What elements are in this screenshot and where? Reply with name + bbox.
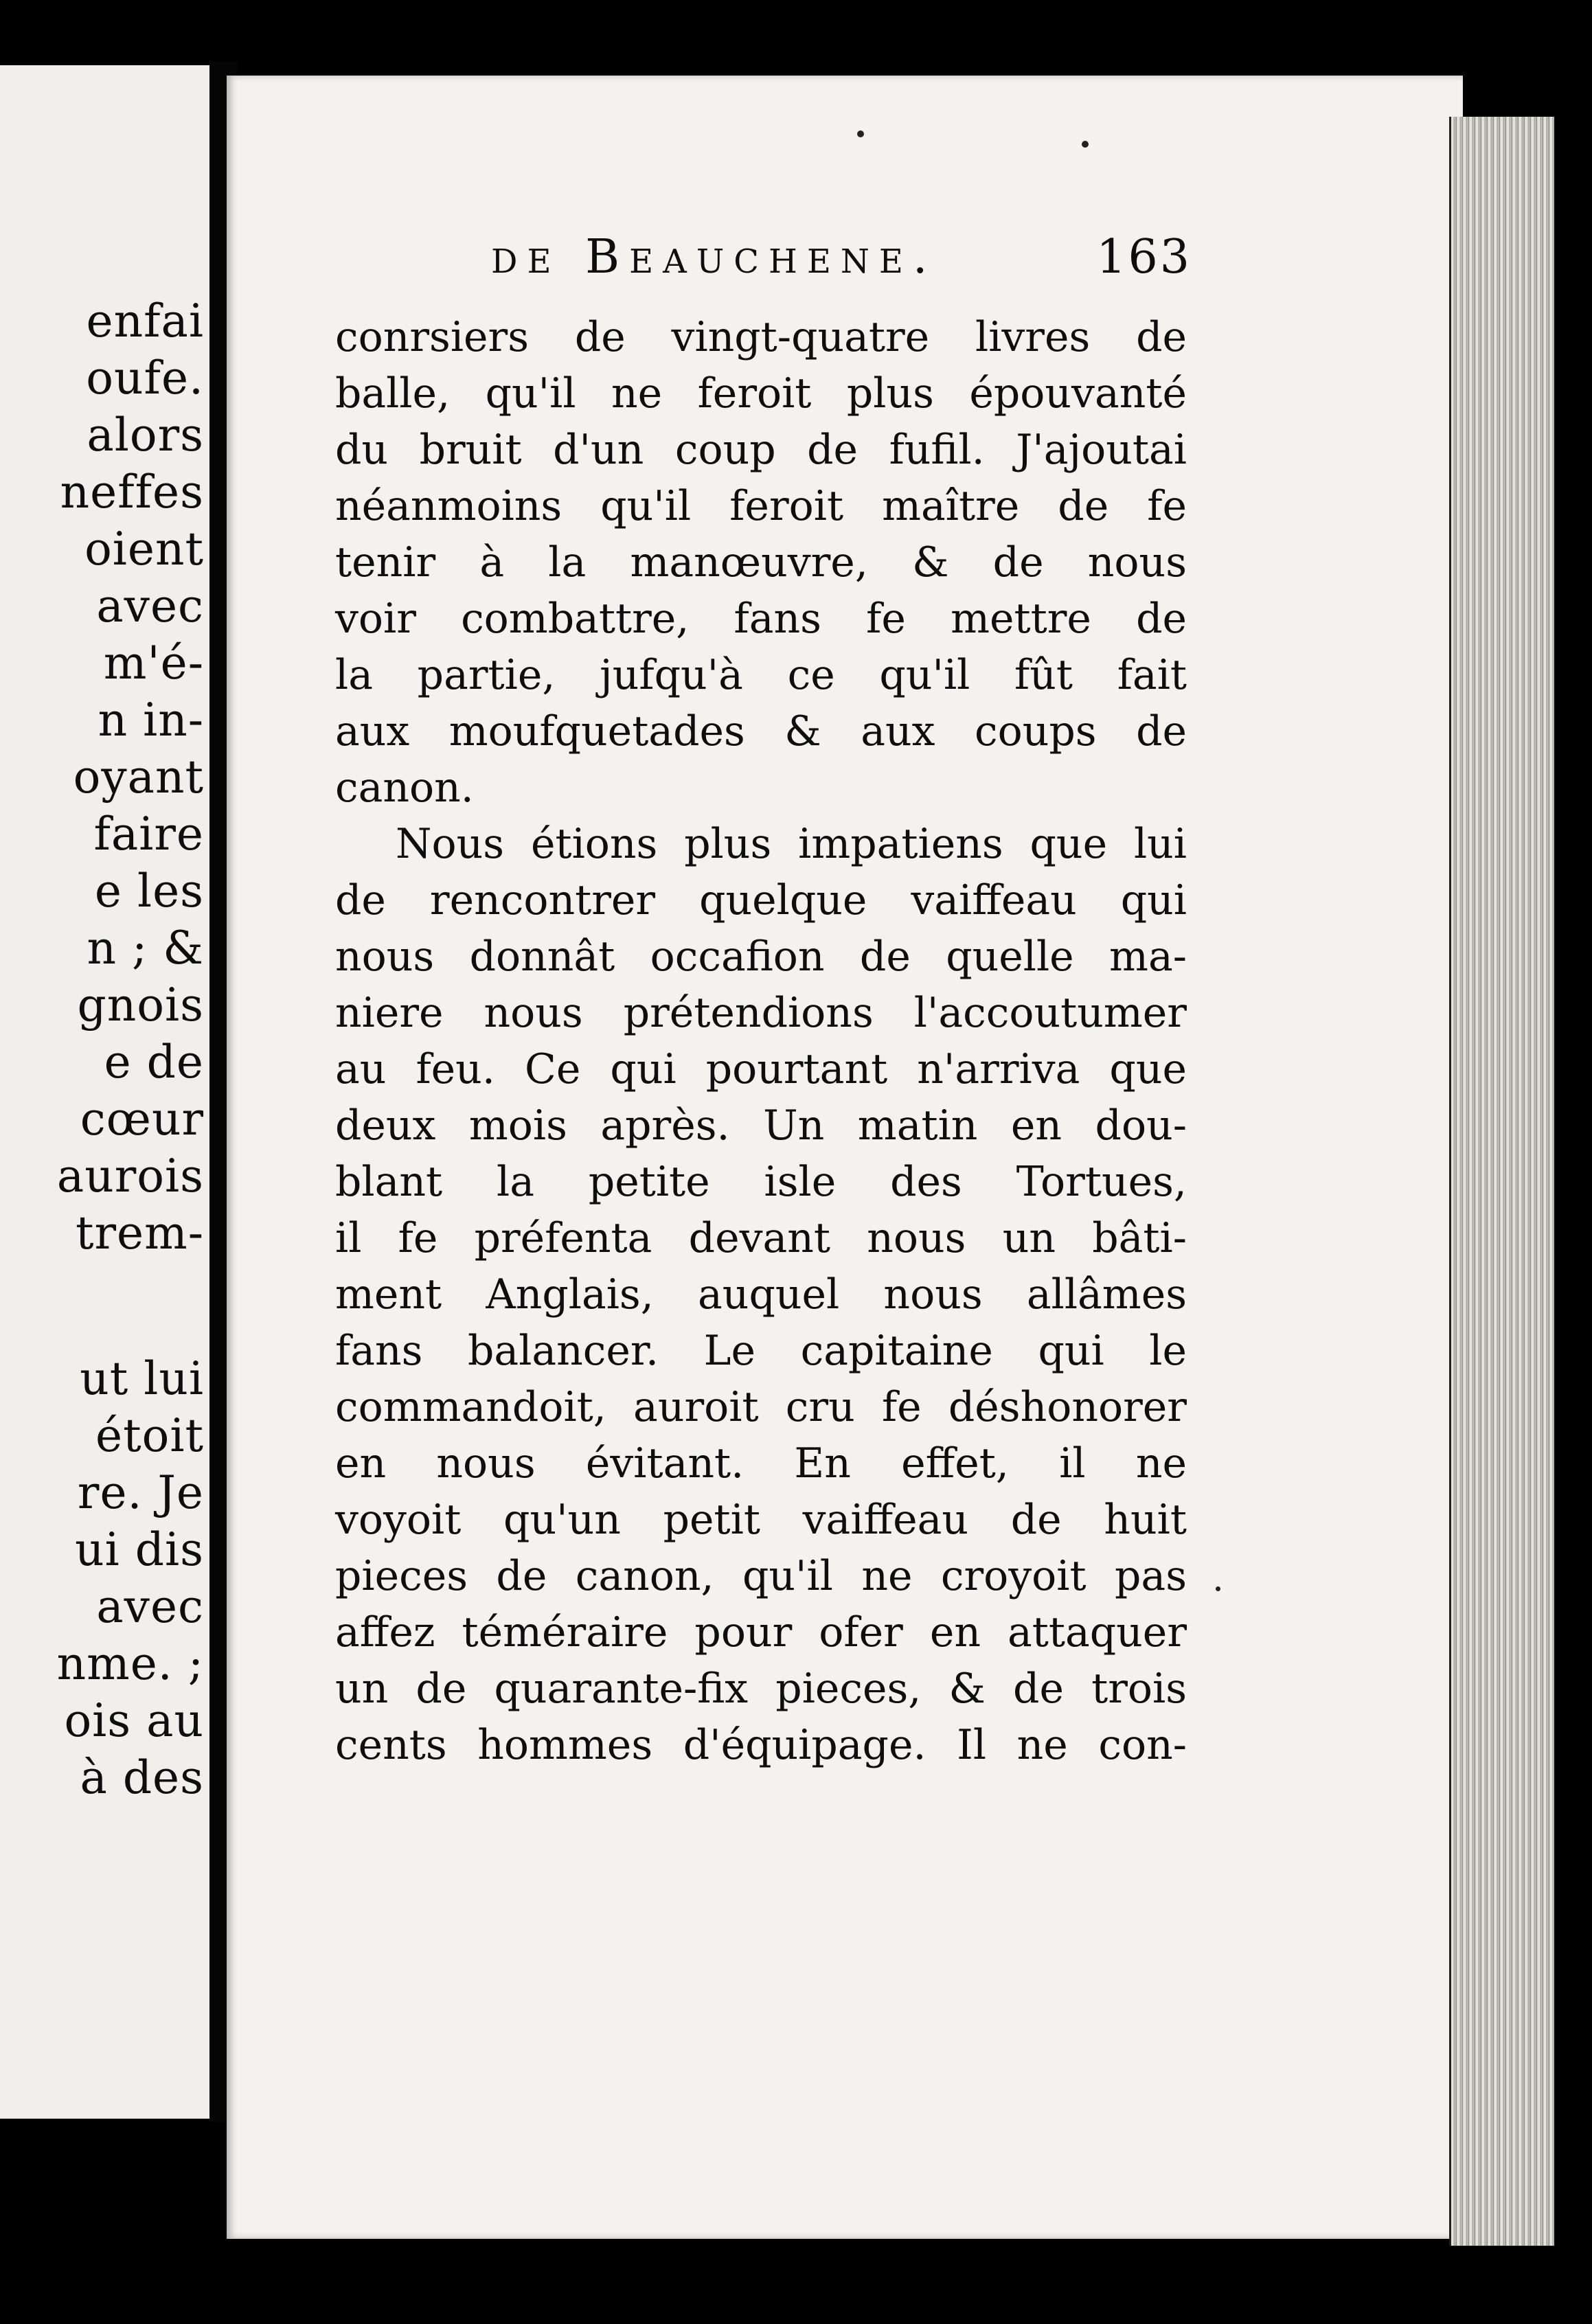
ink-speck — [1216, 1586, 1220, 1591]
left-text-line: à des — [80, 1751, 204, 1804]
text-line: fans balancer. Le capitaine qui le — [335, 1327, 1187, 1375]
text-line: cents hommes d'équipage. Il ne con- — [335, 1721, 1187, 1769]
text-line: aux moufquetades & aux coups de — [335, 707, 1187, 755]
left-text-line: oyant — [73, 751, 204, 804]
page-number: 163 — [1096, 230, 1192, 284]
text-line: commandoit, auroit cru fe déshonorer — [335, 1383, 1187, 1431]
left-text-line: neffes — [60, 466, 204, 519]
previous-page-fragment — [0, 65, 214, 2119]
text-line: au feu. Ce qui pourtant n'arriva que — [335, 1045, 1187, 1093]
left-text-line: avec — [96, 580, 204, 633]
left-text-line: enfai — [86, 295, 204, 348]
text-line: du bruit d'un coup de fufil. J'ajoutai — [335, 426, 1187, 474]
paragraph-first-line: Nous étions plus impatiens que lui — [396, 820, 1187, 868]
left-text-line: avec — [96, 1580, 204, 1633]
running-head: de Beauchene. — [491, 230, 937, 284]
left-text-line: aurois — [56, 1150, 204, 1203]
left-text-line: étoit — [95, 1409, 204, 1462]
text-line: de rencontrer quelque vaiffeau qui — [335, 876, 1187, 924]
text-line: nous donnât occafion de quelle ma- — [335, 933, 1187, 981]
left-text-line: re. Je — [77, 1466, 204, 1519]
ink-speck — [1082, 141, 1089, 148]
left-text-line: gnois — [77, 979, 204, 1032]
left-text-line: alors — [87, 409, 204, 462]
text-line: ment Anglais, auquel nous allâmes — [335, 1271, 1187, 1319]
left-text-line: ui dis — [75, 1523, 204, 1576]
left-text-line: cœur — [80, 1093, 204, 1146]
text-line: niere nous prétendions l'accoutumer — [335, 989, 1187, 1037]
text-line: la partie, jufqu'à ce qu'il fût fait — [335, 651, 1187, 699]
text-line: voyoit qu'un petit vaiffeau de huit — [335, 1496, 1187, 1544]
page-header — [491, 227, 1192, 288]
ink-speck — [857, 130, 864, 137]
left-text-line: oient — [84, 523, 204, 576]
text-line: canon. — [335, 764, 474, 812]
left-text-line: oufe. — [86, 352, 204, 405]
left-text-line: e les — [94, 865, 204, 918]
text-line: affez téméraire pour ofer en attaquer — [335, 1608, 1187, 1656]
text-line: tenir à la manœuvre, & de nous — [335, 538, 1187, 586]
text-line: blant la petite isle des Tortues, — [335, 1158, 1187, 1206]
left-text-line: n ; & — [87, 922, 204, 975]
left-text-line: nme. ; — [56, 1637, 204, 1690]
left-text-line: ois au — [64, 1694, 204, 1747]
text-line: conrsiers de vingt-quatre livres de — [335, 313, 1187, 361]
text-line: un de quarante-fix pieces, & de trois — [335, 1665, 1187, 1713]
left-text-line: ut lui — [80, 1352, 204, 1405]
page-edge-stack — [1449, 117, 1554, 2246]
text-line: balle, qu'il ne feroit plus épouvanté — [335, 369, 1187, 418]
left-text-line: n in- — [98, 694, 204, 747]
left-text-line: m'é- — [103, 637, 204, 690]
body-text — [335, 309, 1187, 1773]
text-line: pieces de canon, qu'il ne croyoit pas — [335, 1552, 1187, 1600]
text-line: il fe préfenta devant nous un bâti- — [335, 1214, 1187, 1262]
left-text-line: faire — [93, 808, 204, 861]
text-line: voir combattre, fans fe mettre de — [335, 595, 1187, 643]
text-line: deux mois après. Un matin en dou- — [335, 1102, 1187, 1150]
text-line: en nous évitant. En effet, il ne — [335, 1439, 1187, 1488]
text-line: néanmoins qu'il feroit maître de fe — [335, 482, 1187, 530]
left-text-line: e de — [104, 1036, 204, 1089]
left-text-line: trem- — [75, 1207, 204, 1260]
